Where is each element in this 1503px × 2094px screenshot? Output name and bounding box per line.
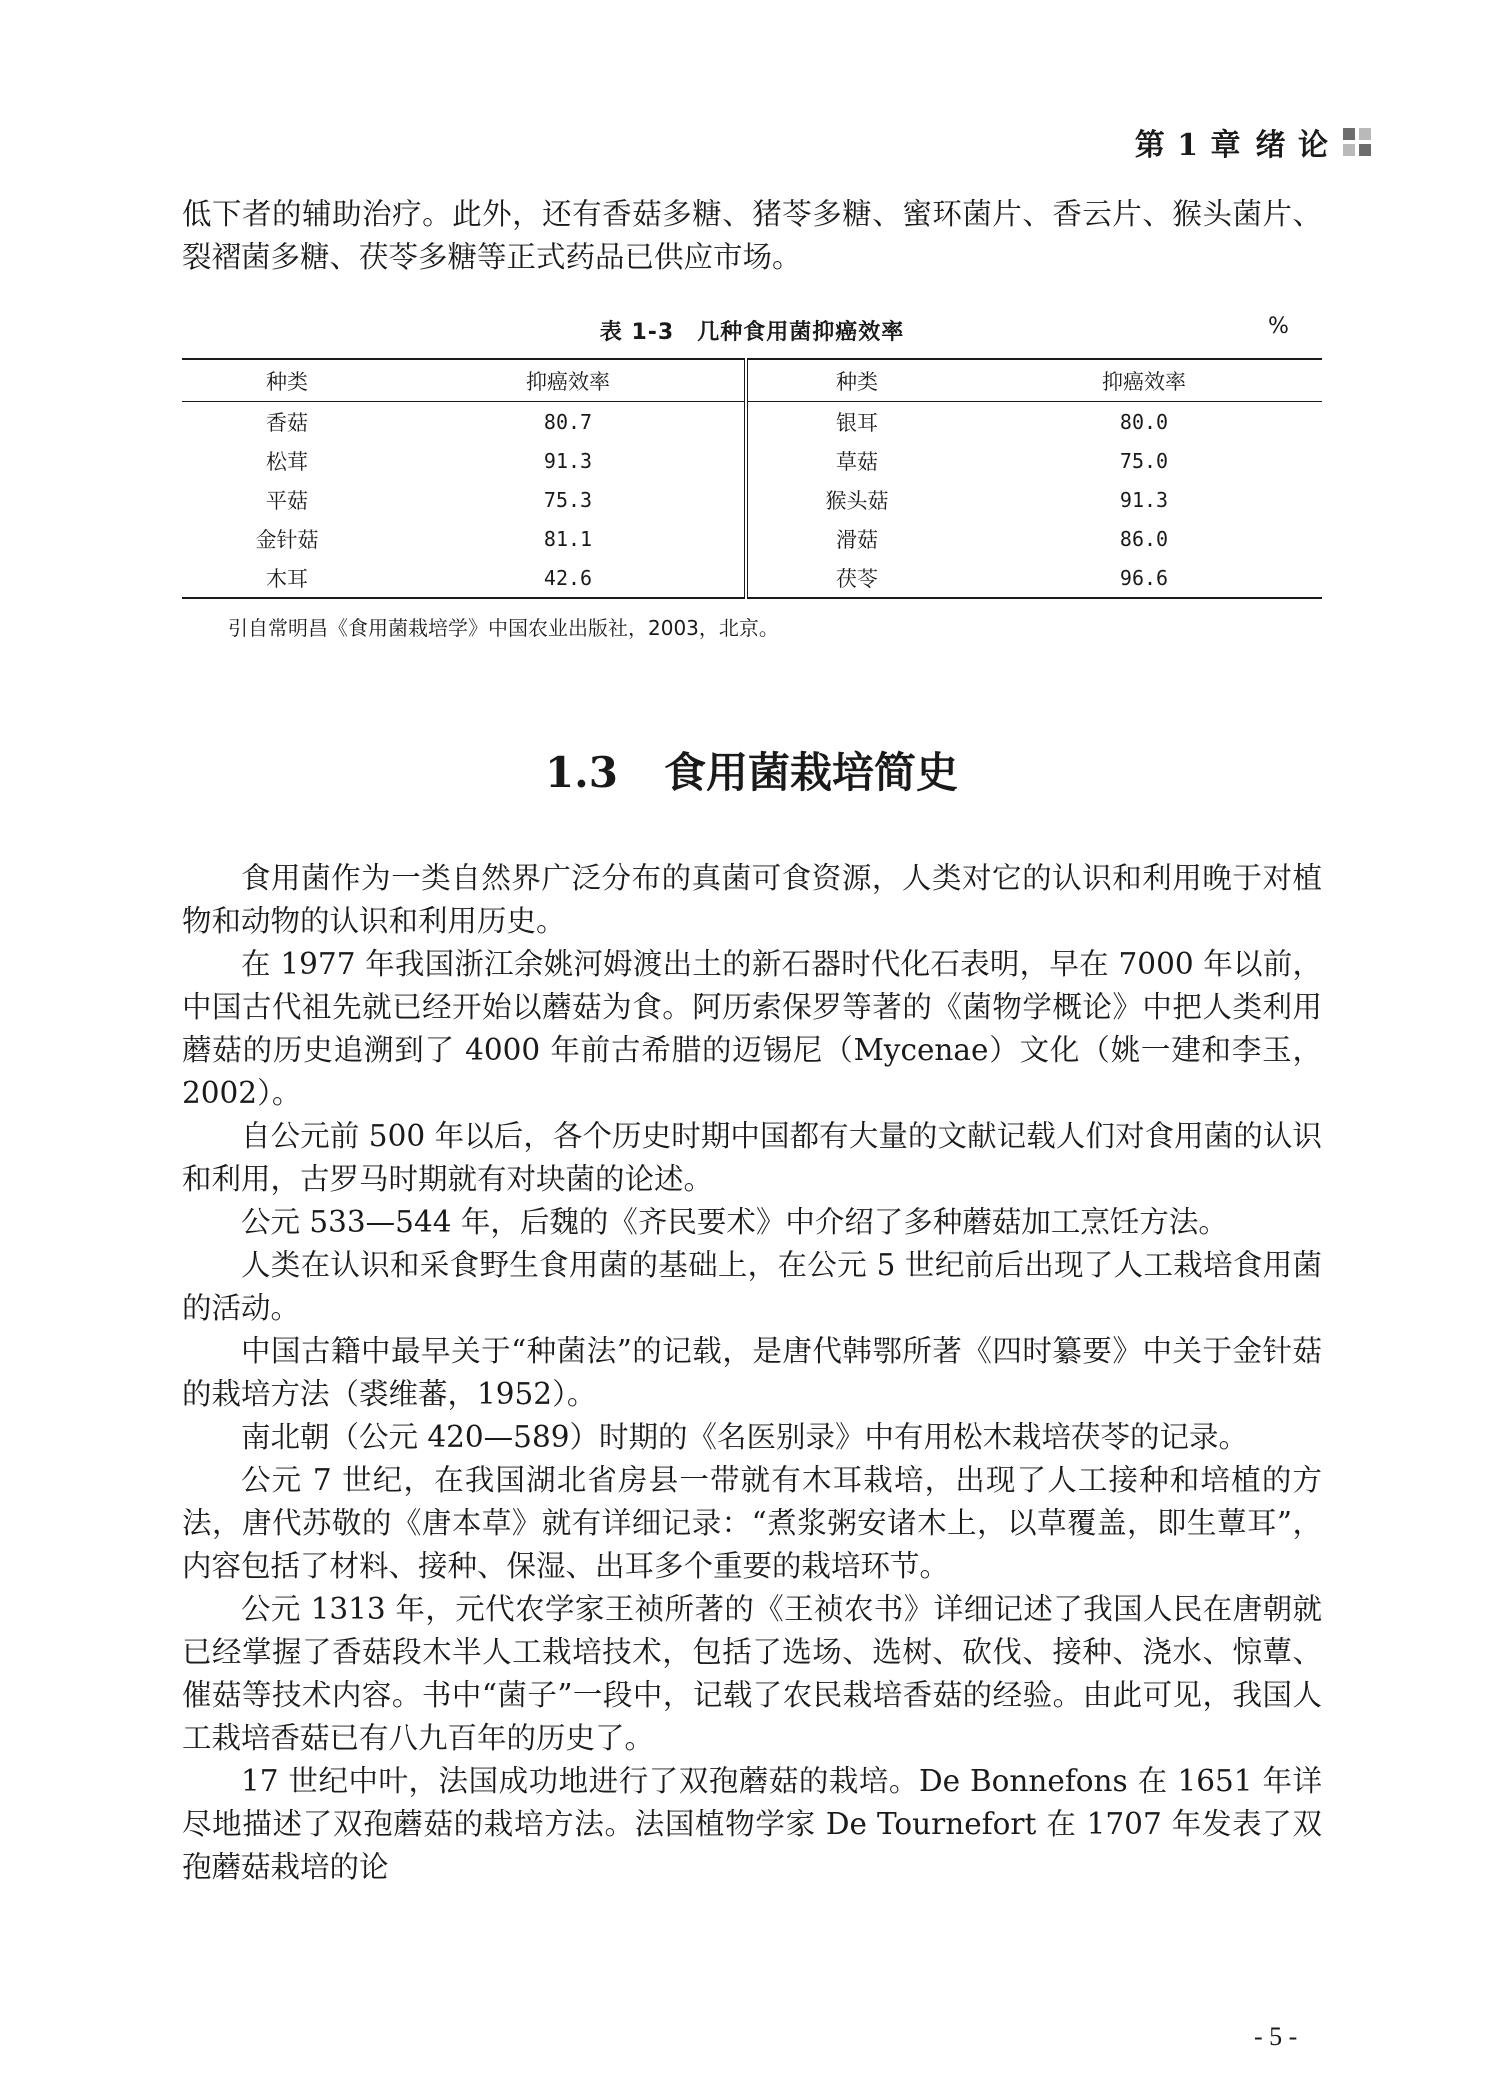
intro-paragraph: 低下者的辅助治疗。此外，还有香菇多糖、猪苓多糖、蜜环菌片、香云片、猴头菌片、裂褶菌多糖、茯苓多糖等正式药品已供应市场。 [182, 197, 1322, 274]
table-cell: 滑菇 [836, 527, 878, 552]
page-number: - 5 - [1254, 2022, 1298, 2051]
chapter-title: 绪 论 [1255, 128, 1329, 163]
table-row [182, 558, 1322, 598]
table-cell: 86.0 [1119, 526, 1169, 551]
table-header-cell: 种类 [266, 369, 308, 394]
table-cell: 银耳 [836, 410, 878, 435]
body-paragraph: 在 1977 年我国浙江余姚河姆渡出土的新石器时代化石表明，早在 7000 年以前，中国古代祖先就已经开始以蘑菇为食。阿历索保罗等著的《菌物学概论》中把人类利用蘑菇的历史追溯到了 4000 年前古希腊的迈锡尼（Mycenae）文化（姚一建和李玉，2002）。 [182, 947, 1322, 1110]
body-paragraph: 中国古籍中最早关于“种菌法”的记载，是唐代韩鄂所著《四时纂要》中关于金针菇的栽培方法（裘维蕃，1952）。 [182, 1334, 1322, 1411]
body-paragraph: 公元 533—544 年，后魏的《齐民要术》中介绍了多种蘑菇加工烹饪方法。 [241, 1205, 1228, 1239]
table-cell: 松茸 [266, 449, 308, 474]
table-unit: % [1268, 314, 1289, 339]
table-cell: 91.3 [1119, 487, 1169, 512]
table-cell: 茯苓 [836, 566, 878, 591]
body-paragraph: 人类在认识和采食野生食用菌的基础上，在公元 5 世纪前后出现了人工栽培食用菌的活动。 [182, 1248, 1322, 1325]
section-title: 食用菌栽培简史 [664, 748, 959, 797]
table-source-note: 引自常明昌《食用菌栽培学》中国农业出版社，2003，北京。 [228, 616, 779, 640]
intro-text [182, 193, 1322, 279]
table-cell: 80.7 [392, 402, 746, 442]
table-cell: 平菇 [266, 488, 308, 513]
table-header-cell: 抑癌效率 [392, 359, 746, 402]
table-header-cell: 种类 [836, 369, 878, 394]
body-paragraph: 自公元前 500 年以后，各个历史时期中国都有大量的文献记载人们对食用菌的认识和利用，古罗马时期就有对块菌的论述。 [182, 1119, 1322, 1196]
table-cell: 香菇 [266, 410, 308, 435]
anticancer-table [182, 358, 1322, 599]
table-row [182, 480, 1322, 519]
table-cell: 80.0 [1119, 409, 1169, 434]
table-header-row [182, 359, 1322, 402]
table-row [182, 519, 1322, 558]
body-paragraph: 公元 1313 年，元代农学家王祯所著的《王祯农书》详细记述了我国人民在唐朝就已经掌握了香菇段木半人工栽培技术，包括了选场、选树、砍伐、接种、浇水、惊蕈、催菇等技术内容。书中“菌子”一段中，记载了农民栽培香菇的经验。由此可见，我国人工栽培香菇已有八九百年的历史了。 [182, 1592, 1322, 1755]
table-cell: 96.6 [1119, 565, 1169, 590]
table-cell: 81.1 [392, 519, 746, 558]
main-text [182, 857, 1322, 1889]
section-number: 1.3 [544, 748, 619, 797]
table-row [182, 402, 1322, 442]
chapter-label: 第 1 章 [1134, 128, 1242, 163]
table-title: 表 1-3 几种食用菌抑癌效率 [599, 320, 905, 345]
running-header [1135, 120, 1371, 164]
section-heading [0, 740, 1503, 800]
header-squares-icon [1343, 128, 1371, 156]
body-paragraph: 公元 7 世纪，在我国湖北省房县一带就有木耳栽培，出现了人工接种和培植的方法，唐代苏敬的《唐本草》就有详细记录：“煮浆粥安诸木上，以草覆盖，即生蕈耳”，内容包括了材料、接种、保湿、出耳多个重要的栽培环节。 [182, 1463, 1322, 1583]
table-header-cell: 抑癌效率 [1102, 369, 1186, 394]
body-paragraph: 食用菌作为一类自然界广泛分布的真菌可食资源，人类对它的认识和利用晚于对植物和动物的认识和利用历史。 [182, 861, 1322, 938]
table-cell: 猴头菇 [825, 488, 889, 513]
table-cell: 木耳 [266, 566, 308, 591]
body-paragraph: 17 世纪中叶，法国成功地进行了双孢蘑菇的栽培。De Bonnefons 在 1651 年详尽地描述了双孢蘑菇的栽培方法。法国植物学家 De Tournefort 在 1707 年发表了双孢蘑菇栽培的论 [182, 1764, 1322, 1884]
table-cell: 75.3 [392, 480, 746, 519]
table-row [182, 441, 1322, 480]
table-cell: 草菇 [836, 449, 878, 474]
table-cell: 75.0 [1119, 448, 1169, 473]
table-cell: 91.3 [392, 441, 746, 480]
table-cell: 42.6 [392, 558, 746, 598]
table-cell: 金针菇 [255, 527, 319, 552]
body-paragraph: 南北朝（公元 420—589）时期的《名医别录》中有用松木栽培茯苓的记录。 [241, 1420, 1248, 1454]
